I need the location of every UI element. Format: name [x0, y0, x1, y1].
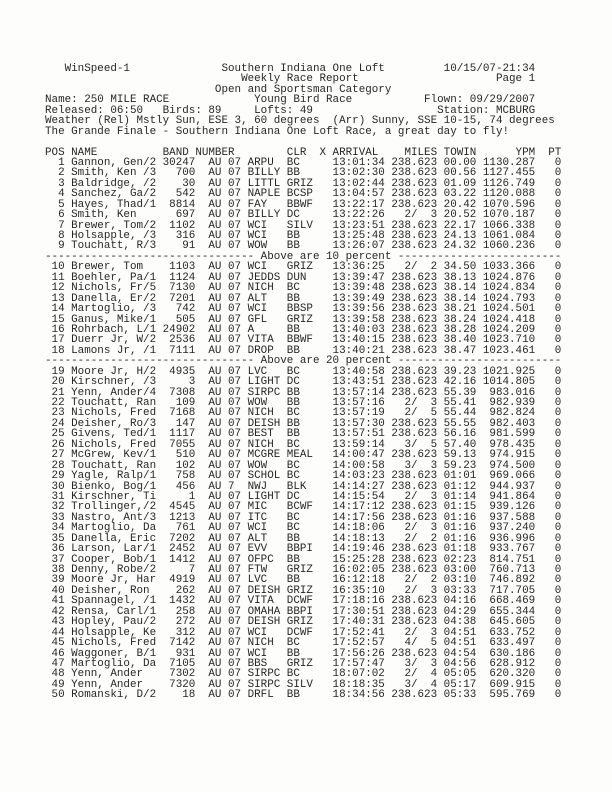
- table-row: 15 Ganus, Mike/1 505 AU 07 GFL GRIZ 13:39:58 238.623 38.24 1024.418 0: [45, 313, 562, 326]
- table-row: 24 Deisher, Ro/3 147 AU 07 DEISH BB 13:57:30 238.623 55.55 982.403 0: [45, 417, 562, 430]
- table-row: 31 Kirschner, Ti 1 AU 07 LIGHT DC 14:15:54 2/ 3 01:14 941.864 0: [45, 490, 562, 503]
- table-row: 27 McGrew, Kev/1 510 AU 07 MCGRE MEAL 14:00:47 238.623 59.13 974.915 0: [45, 449, 562, 462]
- report-app-line: WinSpeed-1 Southern Indiana One Loft 10/15/07-21:34: [45, 63, 536, 75]
- table-row: 14 Martoglio, /3 742 AU 07 WCI BBSP 13:39:56 238.623 38.21 1024.501 0: [45, 303, 562, 316]
- table-row: 43 Hopley, Pau/2 272 AU 07 DEISH GRIZ 17:40:31 238.623 04:38 645.605 0: [45, 616, 562, 629]
- table-row: 23 Nichols, Fred 7168 AU 07 NICH BC 13:57:19 2/ 5 55.44 982.824 0: [45, 407, 562, 420]
- table-row: 13 Danella, Er/2 7201 AU 07 ALT BB 13:39:49 238.623 38.14 1024.793 0: [45, 292, 562, 305]
- table-separator: -------------------------------- Above are 20 percent -------------------------: [45, 355, 562, 368]
- table-row: 33 Nastro, Ant/3 1213 AU 07 ITC BC 14:17:56 238.623 01:16 937.588 0: [45, 511, 562, 524]
- table-row: 34 Martoglio, Da 761 AU 07 WCI BC 14:18:06 2/ 3 01:16 937.240 0: [45, 522, 562, 535]
- table-row: 18 Lamons Jr, /1 7111 AU 07 DROP BB 13:40:21 238.623 38.47 1023.461 0: [45, 344, 562, 357]
- table-row: 29 Yagle, Ralp/1 758 AU 07 SCHOL BC 14:03:23 238.623 01:01 969.066 0: [45, 470, 562, 483]
- table-row: 7 Brewer, Tom/2 1102 AU 07 WCI SILV 13:23:51 238.623 22.17 1066.338 0: [45, 219, 562, 232]
- table-row: 35 Danella, Eric 7202 AU 07 ALT BB 14:18:13 2/ 2 01:16 936.996 0: [45, 532, 562, 545]
- table-row: 41 Spannagel, /1 1432 AU 07 VITA DCWF 17:18:16 238.623 04:16 668.469 0: [45, 595, 562, 608]
- table-row: 12 Nichols, Fr/5 7130 AU 07 NICH BC 13:39:48 238.623 38.14 1024.834 0: [45, 282, 562, 295]
- blank-line: [45, 137, 561, 147]
- table-row: 5 Hayes, Thad/1 8814 AU 07 FAY BBWF 13:22:17 238.623 20.42 1070.596 0: [45, 198, 562, 211]
- table-row: 46 Waggoner, B/1 931 AU 07 WCI BB 17:56:26 238.623 04:54 630.186 0: [45, 647, 562, 660]
- table-row: 3 Baldridge, /2 30 AU 07 LITTL GRIZ 13:02:44 238.623 01.09 1126.749 0: [45, 177, 562, 190]
- table-row: 37 Cooper, Bob/1 1412 AU 07 OFPC BB 15:25:28 238.623 02:23 814.751 0: [45, 553, 562, 566]
- table-row: 8 Holsapple, /3 316 AU 07 WCI BB 13:25:48 238.623 24.13 1061.084 0: [45, 230, 562, 242]
- table-row: 4 Sanchez, Ga/2 542 AU 07 NAPLE BCSP 13:04:57 238.623 03.22 1120.088 0: [45, 188, 562, 201]
- table-row: 22 Touchatt, Ran 109 AU 07 WOW BB 13:57:16 2/ 3 55.41 982.939 0: [45, 397, 562, 409]
- weather-line: Weather (Rel) Mstly Sun, ESE 3, 60 degrees (Arr) Sunny, SSE 10-15, 74 degrees: [45, 115, 555, 128]
- table-row: 1 Gannon, Gen/2 30247 AU 07 ARPU BC 13:01:34 238.623 00.00 1130.287 0: [45, 156, 562, 169]
- table-row: 2 Smith, Ken /3 700 AU 07 BILLY BB 13:02:30 238.623 00.56 1127.455 0: [45, 167, 562, 180]
- race-info-line: Name: 250 MILE RACE Young Bird Race Flown: 09/29/2007: [45, 94, 536, 107]
- table-row: 39 Moore Jr, Har 4919 AU 07 LVC BB 16:12:18 2/ 2 03:10 746.892 0: [45, 574, 562, 587]
- table-row: 21 Yenn, Ander/4 7308 AU 07 SIRPC BB 13:57:14 238.623 55.39 983.016 0: [45, 386, 562, 399]
- race-note-line: The Grande Finale - Southern Indiana One Loft Race, a great day to fly!: [45, 125, 510, 138]
- table-row: 9 Touchatt, R/3 91 AU 07 WOW BB 13:26:07 238.623 24.32 1060.236 0: [45, 240, 562, 253]
- table-separator: -------------------------------- Above are 10 percent -------------------------: [45, 250, 562, 263]
- table-column-header: POS NAME BAND NUMBER CLR X ARRIVAL MILES TOWIN YPM PT: [45, 146, 562, 159]
- table-row: 48 Yenn, Ander 7302 AU 07 SIRPC BC 18:07:02 2/ 4 05:05 620.320 0: [45, 668, 562, 681]
- table-row: 42 Rensa, Carl/1 258 AU 07 OMAHA BBPI 17:30:51 238.623 04:29 655.344 0: [45, 605, 562, 618]
- table-row: 32 Trollinger,/2 4545 AU 07 MIC BCWF 14:17:12 238.623 01:15 939.126 0: [45, 501, 562, 514]
- table-row: 28 Touchatt, Ran 102 AU 07 WOW BC 14:00:58 3/ 3 59.23 974.500 0: [45, 459, 562, 472]
- table-row: 44 Holsapple, Ke 312 AU 07 WCI DCWF 17:52:41 2/ 3 04:51 633.752 0: [45, 626, 562, 639]
- table-row: 45 Nichols, Fred 7142 AU 07 NICH BC 17:52:57 4/ 5 04:51 633.497 0: [45, 637, 562, 650]
- table-row: 30 Bienko, Bog/1 456 AU 7 NWJ BLK 14:14:27 238.623 01:12 944.937 0: [45, 480, 562, 493]
- table-row: 19 Moore Jr, H/2 4935 AU 07 LVC BC 13:40:58 238.623 39.23 1021.925 0: [45, 365, 562, 378]
- table-row: 47 Martoglio, Da 7105 AU 07 BBS GRIZ 17:57:47 3/ 3 04:56 628.912 0: [45, 657, 562, 670]
- report-subtitle-line: Weekly Race Report Page 1: [45, 73, 536, 86]
- table-row: 11 Boehler, Pa/1 1124 AU 07 JEDDS DUN 13:39:47 238.623 38.13 1024.876 0: [45, 271, 562, 284]
- table-row: 17 Duerr Jr, W/2 2536 AU 07 VITA BBWF 13:40:15 238.623 38.40 1023.710 0: [45, 334, 562, 347]
- report-category-line: Open and Sportsman Category: [45, 83, 392, 96]
- table-row: 50 Romanski, D/2 18 AU 07 DRFL BB 18:34:56 238.623 05:33 595.769 0: [45, 689, 562, 702]
- table-row: 26 Nichols, Fred 7055 AU 07 NICH BC 13:59:14 3/ 5 57.40 978.435 0: [45, 438, 562, 451]
- table-row: 40 Deisher, Ron 262 AU 07 DEISH GRIZ 16:35:10 2/ 3 03:33 717.705 0: [45, 584, 562, 597]
- release-info-line: Released: 06:50 Birds: 89 Lofts: 49 Station: MCBURG: [45, 104, 536, 117]
- table-row: 16 Rohrbach, L/1 24902 AU 07 A BB 13:40:03 238.623 38.28 1024.209 0: [45, 323, 562, 336]
- table-row: 25 Givens, Ted/1 1117 AU 07 BEST BB 13:57:51 238.623 56.16 981.599 0: [45, 428, 562, 441]
- race-report-text: [45, 64, 561, 701]
- table-row: 49 Yenn, Ander 7320 AU 07 SIRPC SILV 18:18:35 3/ 4 05:17 609.915 0: [45, 678, 562, 691]
- table-row: 36 Larson, Lar/1 2452 AU 07 EVV BBPI 14:19:46 238.623 01:18 933.767 0: [45, 543, 562, 556]
- table-row: 10 Brewer, Tom 1103 AU 07 WCI GRIZ 13:36:25 2/ 2 34.50 1033.366 0: [45, 261, 562, 274]
- table-row: 6 Smith, Ken 697 AU 07 BILLY DC 13:22:26 2/ 3 20.52 1070.187 0: [45, 209, 562, 222]
- table-row: 38 Denny, Robe/2 7 AU 07 FTW GRIZ 16:02:05 238.623 03:00 760.713 0: [45, 564, 562, 576]
- table-row: 20 Kirschner, /3 3 AU 07 LIGHT DC 13:43:51 238.623 42.16 1014.805 0: [45, 376, 562, 389]
